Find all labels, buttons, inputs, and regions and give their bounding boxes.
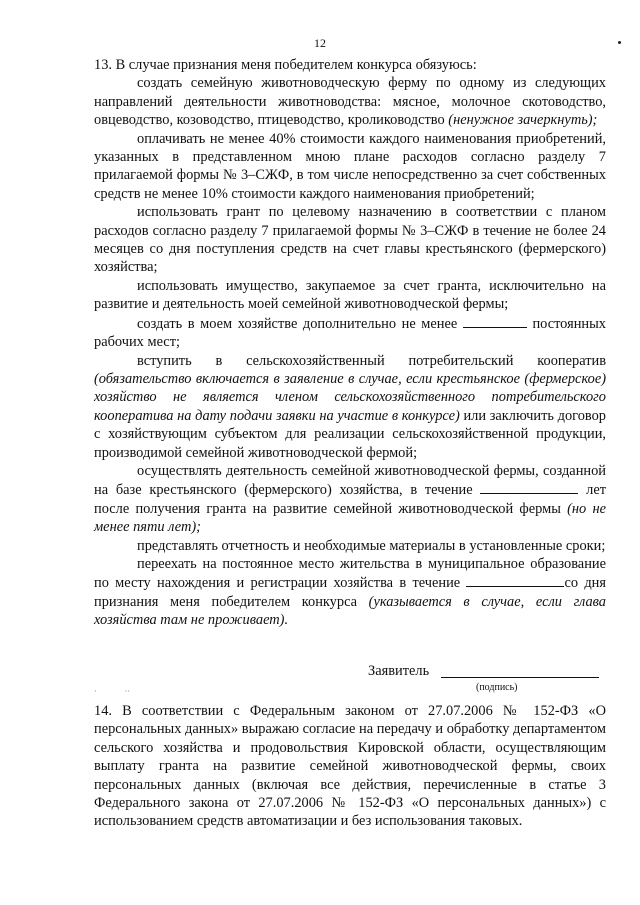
paragraph-use-grant: использовать грант по целевому назначению в соответствии с планом расходов согласно разделу 7 прилагаемой формы № 3–СЖФ в течение не более 24 месяцев со дня поступления средств на счет главы крестьянского (фермерского) хозяйства; [94, 204, 606, 276]
paragraph-text: или заключить договор с хозяйствующим субъектом для реализации сельскохозяйственной продукции, производимой семейной животноводческой фермой; [94, 407, 606, 461]
item-13 [94, 56, 606, 630]
paragraph-text: осуществлять деятельность семейной животноводческой фермы, созданной на базе крестьянского (фермерского) хозяйства, в течение [94, 462, 606, 499]
paragraph-note: (но не менее пяти лет); [94, 500, 606, 536]
scan-specks: · ·· [94, 687, 130, 696]
relocation-term-blank[interactable] [466, 573, 564, 587]
item-13-heading: 13. В случае признания меня победителем конкурса обязуюсь: [94, 57, 477, 73]
paragraph-text: создать в моем хозяйстве дополнительно не менее [137, 315, 463, 332]
item-14-text: 14. В соответствии с Федеральным законом от 27.07.2006 № 152-ФЗ «О персональных данных» выражаю согласие на передачу и обработку департаментом сельского хозяйства и продовольствия Кировской области, осуществляющим выплату гранта на развитие семейной животноводческой фермы, своих персональных данных (включая все действия, перечисленные в статье 3 Федерального закона от 27.07.2006 № 152-ФЗ «О персональных данных») с использованием средств автоматизации и без использования таковых. [94, 703, 606, 830]
jobs-count-blank[interactable] [463, 314, 527, 328]
paragraph-text: переехать на постоянное место жительства в муниципальное образование по месту нахождения и регистрации хозяйства в течение [94, 555, 606, 592]
paragraph-relocate [94, 555, 606, 630]
scan-speck [618, 41, 621, 44]
paragraph-note: (указывается в случае, если глава хозяйства там не проживает). [94, 593, 606, 629]
paragraph-operate-farm [94, 462, 606, 537]
signature-caption: (подпись) [476, 682, 518, 693]
paragraph-join-cooperative [94, 352, 606, 462]
signature-line[interactable] [441, 677, 599, 678]
paragraph-text: вступить в сельскохозяйственный потребительский кооператив [137, 352, 606, 369]
page-number: 12 [314, 36, 326, 50]
paragraph-create-farm [94, 74, 606, 129]
item-14 [94, 702, 606, 831]
paragraph-note: (ненужное зачеркнуть); [448, 112, 598, 129]
paragraph-reporting: представлять отчетность и необходимые материалы в установленные сроки; [137, 537, 606, 554]
paragraph-text: создать семейную животноводческую ферму по одному из следующих направлений деятельности животноводства: мясное, молочное скотоводство, овцеводство, козоводство, птицеводство, кролиководство [94, 75, 606, 129]
paragraph-text: постоянных рабочих мест; [94, 315, 606, 351]
applicant-label: Заявитель [368, 663, 430, 679]
applicant-signature [368, 662, 600, 682]
years-blank[interactable] [480, 480, 578, 494]
paragraph-use-property: использовать имущество, закупаемое за счет гранта, исключительно на развитие и деятельность моей семейной животноводческой фермы; [94, 277, 606, 313]
paragraph-note: (обязательство включается в заявление в случае, если крестьянское (фермерское) хозяйство не является членом сельскохозяйственного потребительского кооператива на дату подачи заявки на участие в конкурсе) [94, 370, 606, 424]
paragraph-text: лет после получения гранта на развитие семейной животноводческой фермы [94, 482, 606, 517]
paragraph-pay-share: оплачивать не менее 40% стоимости каждого наименования приобретений, указанных в представленном мною плане расходов согласно разделу 7 прилагаемой формы № 3–СЖФ, в том числе непосредственно за счет собственных средств не менее 10% стоимости каждого наименования приобретений; [94, 130, 606, 202]
paragraph-create-jobs [94, 314, 606, 352]
paragraph-text: со дня признания меня победителем конкурса [94, 575, 606, 610]
